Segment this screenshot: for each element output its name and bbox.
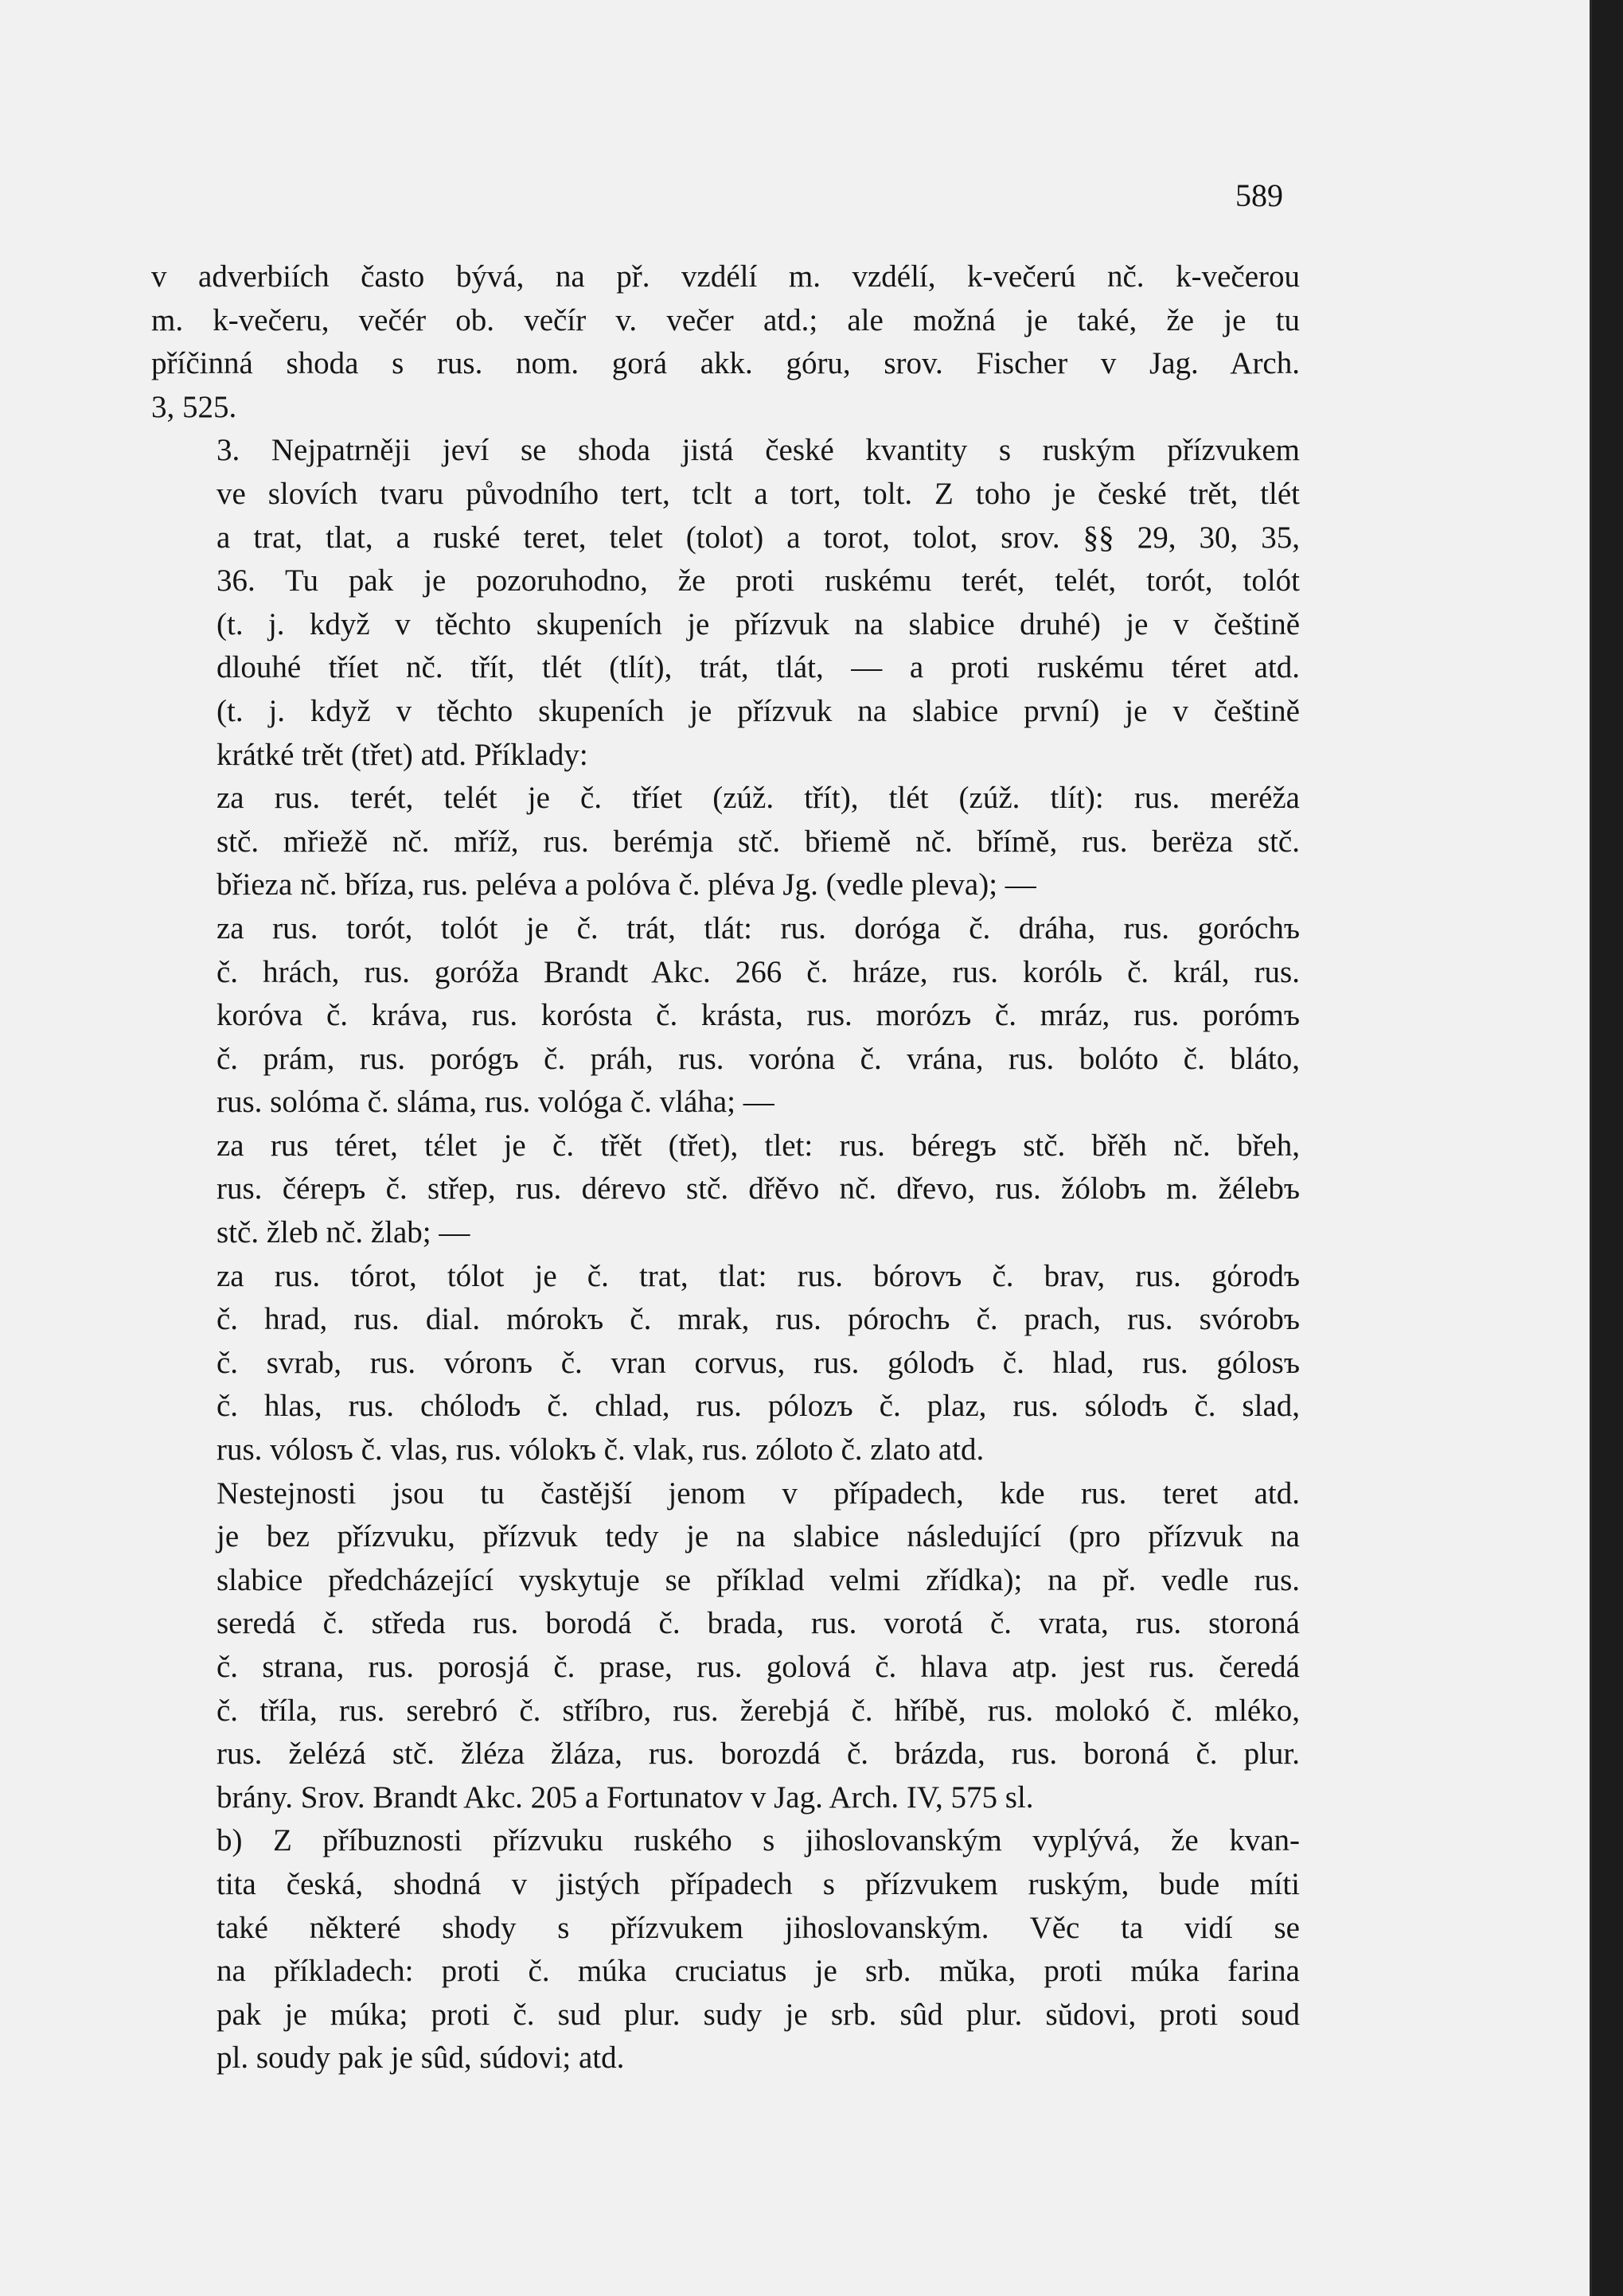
text-line: Nestejnosti jsou tu častější jenom v případech, kde rus. teret atd. (217, 1475, 1300, 1511)
paragraph (151, 1819, 1300, 2080)
text-line: za rus téret, tέlet je č. třět (třet), tlet: rus. béregъ stč. břěh nč. břeh, (217, 1128, 1300, 1163)
text-line: za rus. torót, tolót je č. trát, tlát: rus. doróga č. dráha, rus. goróchъ (217, 910, 1300, 945)
text-line: slabice předcházející vyskytuje se příklad velmi zřídka); na př. vedle rus. (217, 1562, 1300, 1597)
paragraph (151, 255, 1300, 429)
paragraph (151, 1472, 1300, 1820)
text-line: stč. mřiežě nč. mříž, rus. berémja stč. břiemě nč. břímě, rus. berëza stč. (217, 824, 1300, 859)
paragraph (151, 429, 1300, 777)
paragraph (151, 907, 1300, 1125)
text-line: v adverbiích často bývá, na př. vzdélí m. vzdélí, k-večerú nč. k-večerou (151, 259, 1300, 294)
text-line: rus. čéreръ č. střep, rus. dérevo stč. dřěvo nč. dřevo, rus. žólobъ m. žélebъ (217, 1171, 1300, 1206)
text-line: ve slovích tvaru původního tert, tclt a tort, tolt. Z toho je české trět, tlét (217, 476, 1300, 511)
text-line: č. tříla, rus. serebró č. stříbro, rus. žerebjá č. hříbě, rus. molokó č. mléko, (217, 1693, 1300, 1728)
text-line: za rus. terét, telét je č. tříet (zúž. třít), tlét (zúž. tlít): rus. meréža (217, 781, 1300, 816)
text-line: m. k-večeru, večér ob. večír v. večer atd.; ale možná je také, že je tu (151, 302, 1300, 337)
text-line: č. prám, rus. porógъ č. práh, rus. vorόna č. vrána, rus. bolóto č. bláto, (217, 1041, 1300, 1076)
text-line: rus. želézá stč. žléza žláza, rus. borozdá č. brázda, rus. boroná č. plur. (217, 1737, 1300, 1772)
page-number: 589 (1235, 177, 1283, 213)
text-line: příčinná shoda s rus. nom. gorá akk. góru, srov. Fischer v Jag. Arch. (151, 346, 1300, 381)
paragraph (151, 1255, 1300, 1472)
text-line: b) Z příbuznosti přízvuku ruského s jihoslovanským vyplývá, že kvan- (217, 1823, 1300, 1858)
text-line: č. strana, rus. porosjá č. prase, rus. golová č. hlava atp. jest rus. čeredá (217, 1650, 1300, 1684)
text-line: na příkladech: proti č. múka cruciatus je srb. mŭka, proti múka farina (217, 1954, 1300, 1989)
text-line: dlouhé tříet nč. třít, tlét (tlít), trát, tlát, — a proti ruskému téret atd. (217, 650, 1300, 685)
text-line: rus. solóma č. sláma, rus. vológa č. vláha; — (217, 1085, 774, 1120)
text-line: č. hrad, rus. dial. mórokъ č. mrak, rus. pórochъ č. prach, rus. svórobъ (217, 1302, 1300, 1337)
text-line: brány. Srov. Brandt Akc. 205 a Fortunatov v Jag. Arch. IV, 575 sl. (217, 1779, 1034, 1815)
text-line: (t. j. když v těchto skupeních je přízvuk na slabice druhé) je v češtině (217, 606, 1300, 641)
text-line: rus. vólosъ č. vlas, rus. vólokъ č. vlak, rus. zóloto č. zlato atd. (217, 1433, 985, 1468)
text-line: stč. žleb nč. žlab; — (217, 1215, 470, 1250)
text-line: koróva č. kráva, rus. korósta č. krásta, rus. morózъ č. mráz, rus. porómъ (217, 998, 1300, 1033)
text-line: č. svrab, rus. vóronъ č. vran corvus, rus. gólodъ č. hlad, rus. gólosъ (217, 1345, 1300, 1380)
text-line: č. hlas, rus. chólodъ č. chlad, rus. pólozъ č. plaz, rus. sólodъ č. slad, (217, 1389, 1300, 1424)
paragraph (151, 1125, 1300, 1255)
text-line: krátké trět (třet) atd. Příklady: (217, 737, 588, 772)
text-line: 3, 525. (151, 389, 237, 424)
text-line: také některé shody s přízvukem jihoslovanským. Věc ta vidí se (217, 1910, 1300, 1945)
text-line: tita česká, shodná v jistých případech s přízvukem ruským, bude míti (217, 1866, 1300, 1901)
text-line: 3. Nejpatrněji jeví se shoda jistá české kvantity s ruským přízvukem (217, 433, 1300, 468)
text-line: pl. soudy pak je sûd, súdovi; atd. (217, 2041, 625, 2076)
paragraph (151, 777, 1300, 907)
text-line: pak je múka; proti č. sud plur. sudy je srb. sûd plur. sŭdovi, proti soud (217, 1997, 1300, 2032)
text-line: č. hrách, rus. goróža Brandt Akc. 266 č. hráze, rus. korólь č. král, rus. (217, 954, 1300, 989)
text-line: a trat, tlat, a ruské teret, telet (tolot) a torot, tolot, srov. §§ 29, 30, 35, (217, 520, 1300, 555)
text-line: je bez přízvuku, přízvuk tedy je na slabice následující (pro přízvuk na (217, 1519, 1300, 1554)
text-line: (t. j. když v těchto skupeních je přízvuk na slabice první) je v češtině (217, 693, 1300, 728)
body-text (151, 255, 1300, 2080)
text-line: seredá č. středa rus. borodá č. brada, rus. vorotá č. vrata, rus. storoná (217, 1606, 1300, 1641)
text-line: 36. Tu pak je pozoruhodno, že proti ruskému terét, telét, torót, tolót (217, 563, 1300, 598)
text-line: břieza nč. bříza, rus. peléva a polóva č. pléva Jg. (vedle pleva); — (217, 867, 1036, 902)
text-line: za rus. tórot, tólot je č. trat, tlat: rus. bórovъ č. brav, rus. gόrodъ (217, 1258, 1300, 1293)
